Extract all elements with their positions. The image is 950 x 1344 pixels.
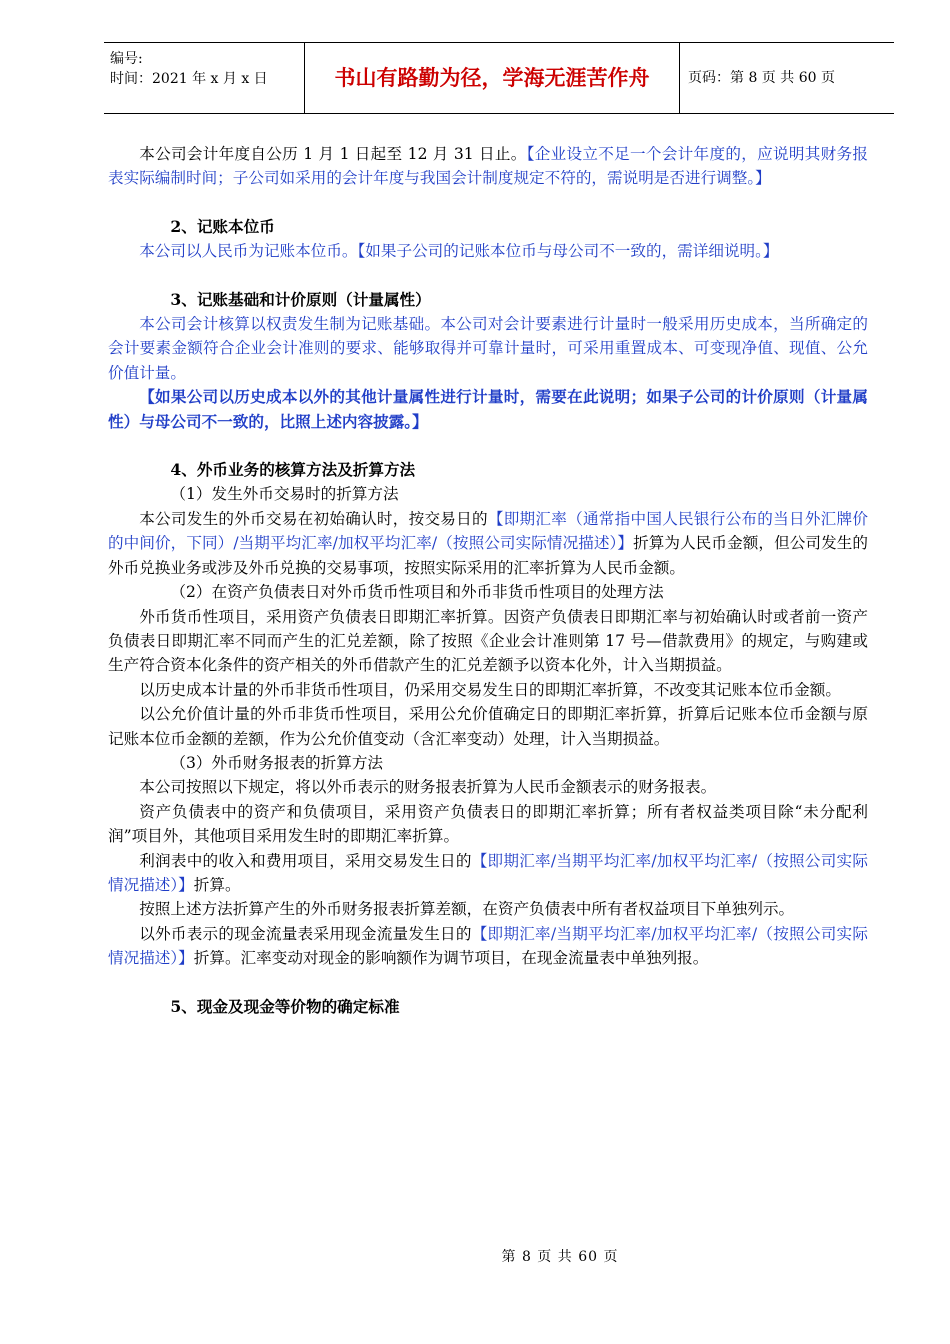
paragraph-4-2b: 以历史成本计量的外币非货币性项目，仍采用交易发生日的即期汇率折算，不改变其记账本位币金额。 [139,680,841,699]
page-footer [0,1246,950,1266]
time-label: 时间：2021 年 x 月 x 日 [110,71,268,87]
paragraph-4-1 [108,507,868,580]
subheading-4-2: （2）在资产负债表日对外币货币性项目和外币非货币性项目的处理方法 [170,583,664,602]
header-meta [104,43,305,113]
subheading-4-1: （1）发生外币交易时的折算方法 [170,485,399,504]
text: 折算。 [193,875,241,894]
note-text: 【即期汇率（通常指中国人民银行公布的当日外汇牌价的中间价，下同）/当期平均汇率/加权平均汇率/（按照公司实际情况描述）】 [108,509,868,553]
heading-4: 4、外币业务的核算方法及折算方法 [170,460,416,480]
paragraph-measurement: 本公司会计核算以权责发生制为记账基础。本公司对会计要素进行计量时一般采用历史成本，当所确定的会计要素金额符合企业会计准则的要求、能够取得并可靠计量时，可采用重置成本、可变现净值、现值、公允价值计量。 [108,315,868,382]
code-label: 编号: [110,51,143,67]
text: 本公司会计年度自公历 1 月 1 日起至 12 月 31 日止。 [139,145,527,163]
paragraph-fiscal-year [108,142,868,191]
document-body [108,142,868,1019]
text: 折算为人民币金额，但公司发生的外币兑换业务或涉及外币兑换的交易事项，按照实际采用的汇率折算为人民币金额。 [108,534,868,577]
text: 本公司发生的外币交易在初始确认时，按交易日的 [139,509,488,528]
paragraph-4-3e [108,922,868,971]
header-page-label: 页码：第 8 页 共 60 页 [688,70,835,86]
footer-page-number: 第 8 页 共 60 页 [501,1249,619,1265]
paragraph-currency: 本公司以人民币为记账本位币。【如果子公司的记账本位币与母公司不一致的，需详细说明。】 [139,242,779,261]
note-text: 【企业设立不足一个会计年度的，应说明其财务报表实际编制时间；子公司如采用的会计年度与我国会计制度规定不符的，需说明是否进行调整。】 [108,145,868,188]
paragraph-4-3a: 本公司按照以下规定，将以外币表示的财务报表折算为人民币金额表示的财务报表。 [139,778,717,797]
text: 以外币表示的现金流量表采用现金流量发生日的 [139,924,472,943]
note-text: 【即期汇率/当期平均汇率/加权平均汇率/（按照公司实际情况描述）】 [108,851,868,894]
paragraph-4-3d: 按照上述方法折算产生的外币财务报表折算差额，在资产负债表中所有者权益项目下单独列示。 [139,900,795,919]
paragraph-4-2a: 外币货币性项目，采用资产负债表日即期汇率折算。因资产负债表日即期汇率与初始确认时或者前一资产负债表日即期汇率不同而产生的汇兑差额，除了按照《企业会计准则第 17 号—借款费用》的规定，与购建或生产符合资本化条件的资产相关的外币借款产生的汇兑差额予以资本化外，计入当期损益。 [108,607,868,675]
heading-2: 2、记账本位币 [170,216,275,236]
paragraph-4-2c: 以公允价值计量的外币非货币性项目，采用公允价值确定日的即期汇率折算，折算后记账本位币金额与原记账本位币金额的差额，作为公允价值变动（含汇率变动）处理，计入当期损益。 [108,705,868,748]
heading-5: 5、现金及现金等价物的确定标准 [170,996,400,1016]
paragraph-4-3b: 资产负债表中的资产和负债项目，采用资产负债表日的即期汇率折算；所有者权益类项目除“未分配利润”项目外，其他项目采用发生时的即期汇率折算。 [108,802,868,846]
paragraph-4-3c [108,849,868,898]
subheading-4-3: （3）外币财务报表的折算方法 [170,753,384,772]
text: 利润表中的收入和费用项目，采用交易发生日的 [139,851,472,870]
note-text: 【即期汇率/当期平均汇率/加权平均汇率/（按照公司实际情况描述）】 [108,924,868,968]
text: 折算。汇率变动对现金的影响额作为调节项目，在现金流量表中单独列报。 [193,949,709,968]
heading-3: 3、记账基础和计价原则（计量属性） [170,289,431,309]
paragraph-measurement-note: 【如果公司以历史成本以外的其他计量属性进行计量时，需要在此说明；如果子公司的计价原则（计量属性）与母公司不一致的，比照上述内容披露。】 [108,387,868,431]
header-motto: 书山有路勤为径，学海无涯苦作舟 [305,43,680,113]
page-header [104,42,894,114]
